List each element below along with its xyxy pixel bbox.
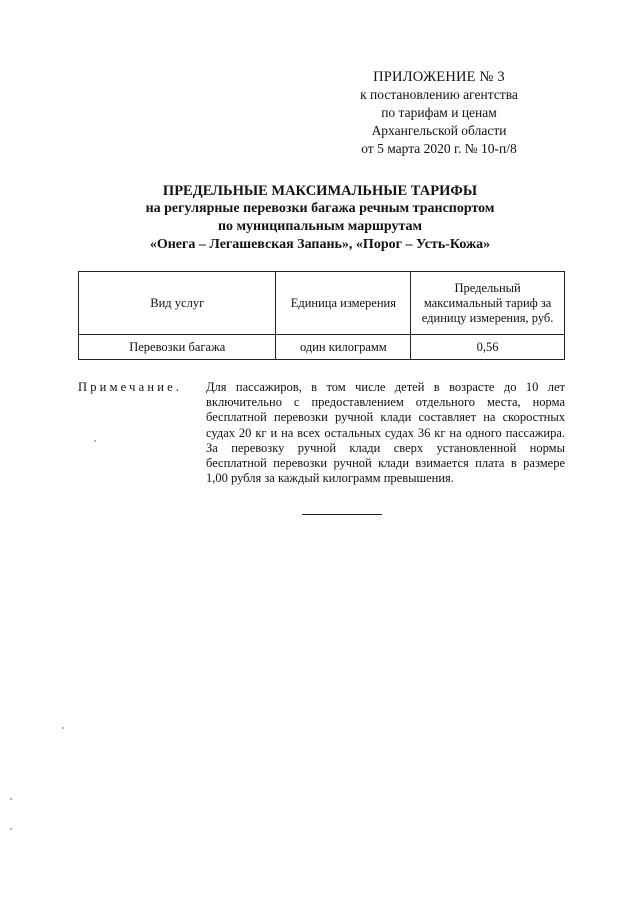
appendix-line-2: по тарифам и ценам — [381, 105, 497, 120]
scan-speck — [94, 440, 96, 442]
title-line-3: по муниципальным маршрутам — [217, 219, 423, 234]
appendix-line-4: от 5 марта 2020 г. № 10-п/8 — [361, 141, 517, 156]
note-text: Для пассажиров, в том числе детей в возрасте до 10 лет включительно с предоставлением отдельного места, норма бесплатной перевозки ручной клади составляет на скоростных судах 20 кг и на всех остальных судах 36 кг на одного пассажира. За перевозку ручной клади сверх установленной нормы бесплатной перевозки ручной клади взимается плата в размере 1,00 рубля за каждый килограмм превышения. — [206, 380, 565, 486]
cell-tariff: 0,56 — [411, 335, 565, 360]
cell-service: Перевозки багажа — [79, 335, 276, 360]
tariff-table — [78, 271, 565, 360]
title-line-4: «Онега – Легашевская Запань», «Порог – Усть-Кожа» — [149, 237, 491, 252]
note-label: Примечание. — [78, 380, 183, 394]
appendix-block — [330, 68, 548, 158]
table-header-row — [79, 272, 565, 335]
document-title — [95, 182, 545, 254]
scan-speck — [10, 798, 12, 800]
table-row — [79, 335, 565, 360]
appendix-line-1: к постановлению агентства — [360, 87, 518, 102]
title-line-2: на регулярные перевозки багажа речным транспортом — [145, 201, 495, 216]
header-max-tariff: Предельный максимальный тариф за единицу измерения, руб. — [411, 272, 565, 335]
header-unit: Единица измерения — [276, 272, 411, 335]
scan-speck — [10, 828, 12, 830]
end-divider — [302, 514, 382, 515]
scan-speck — [62, 727, 64, 729]
title-main: ПРЕДЕЛЬНЫЕ МАКСИМАЛЬНЫЕ ТАРИФЫ — [162, 183, 478, 199]
appendix-number: ПРИЛОЖЕНИЕ № 3 — [373, 69, 505, 85]
cell-unit: один килограмм — [276, 335, 411, 360]
appendix-line-3: Архангельской области — [371, 123, 507, 138]
header-service-type: Вид услуг — [79, 272, 276, 335]
